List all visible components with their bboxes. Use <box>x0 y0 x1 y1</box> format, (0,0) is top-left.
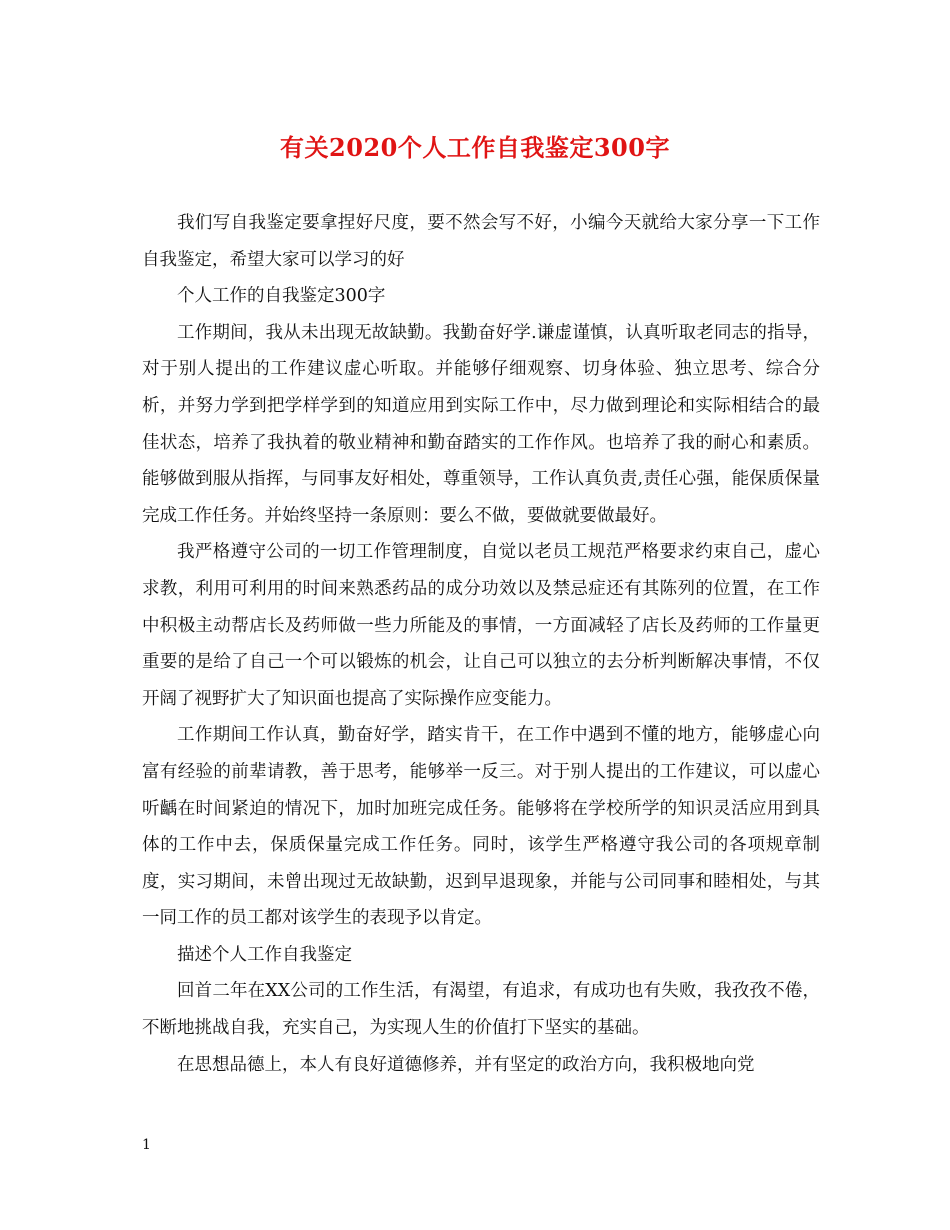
section-heading-2: 描述个人工作自我鉴定 <box>177 944 352 965</box>
page-number: 1 <box>142 1137 151 1153</box>
paragraph-company-rules: 我严格遵守公司的一切工作管理制度，自觉以老员工规范严格要求约束自己，虚心求教，利用可利用的时间来熟悉药品的成分功效以及禁忌症还有其陈列的位置，在工作中积极主动帮店长及药师做一些力所能及的事情，一方面减轻了店长及药师的工作量更重要的是给了自己一个可以锻炼的机会，让自己可以独立的去分析判断解决事情，不仅开阔了视野扩大了知识面也提高了实际操作应变能力。 <box>142 542 820 709</box>
document-body <box>142 205 820 1083</box>
section-heading-1: 个人工作的自我鉴定300字 <box>177 286 386 307</box>
paragraph-work-period: 工作期间，我从未出现无故缺勤。我勤奋好学.谦虚谨慎，认真听取老同志的指导，对于别人提出的工作建议虚心听取。并能够仔细观察、切身体验、独立思考、综合分析，并努力学到把学样学到的知道应用到实际工作中，尽力做到理论和实际相结合的最佳状态，培养了我执着的敬业精神和勤奋踏实的工作作风。也培养了我的耐心和素质。能够做到服从指挥，与同事友好相处，尊重领导，工作认真负责,责任心强，能保质保量完成工作任务。并始终坚持一条原则：要么不做，要做就要做最好。 <box>142 322 820 526</box>
paragraph-review: 回首二年在XX公司的工作生活，有渴望，有追求，有成功也有失败，我孜孜不倦，不断地挑战自我，充实自己，为实现人生的价值打下坚实的基础。 <box>142 981 820 1039</box>
paragraph-intro: 我们写自我鉴定要拿捏好尺度，要不然会写不好，小编今天就给大家分享一下工作自我鉴定，希望大家可以学习的好 <box>142 213 820 270</box>
document-title: 有关2020个人工作自我鉴定300字 <box>280 133 670 162</box>
paragraph-ideology: 在思想品德上，本人有良好道德修养，并有坚定的政治方向，我积极地向党 <box>177 1054 755 1075</box>
paragraph-work-attitude: 工作期间工作认真，勤奋好学，踏实肯干，在工作中遇到不懂的地方，能够虚心向富有经验的前辈请教，善于思考，能够举一反三。对于别人提出的工作建议，可以虚心听齲在时间紧迫的情况下，加时加班完成任务。能够将在学校所学的知识灵活应用到具体的工作中去，保质保量完成工作任务。同时，该学生严格遵守我公司的各项规章制度，实习期间，未曾出现过无故缺勤，迟到早退现象，并能与公司同事和睦相处，与其一同工作的员工都对该学生的表现予以肯定。 <box>142 725 820 929</box>
